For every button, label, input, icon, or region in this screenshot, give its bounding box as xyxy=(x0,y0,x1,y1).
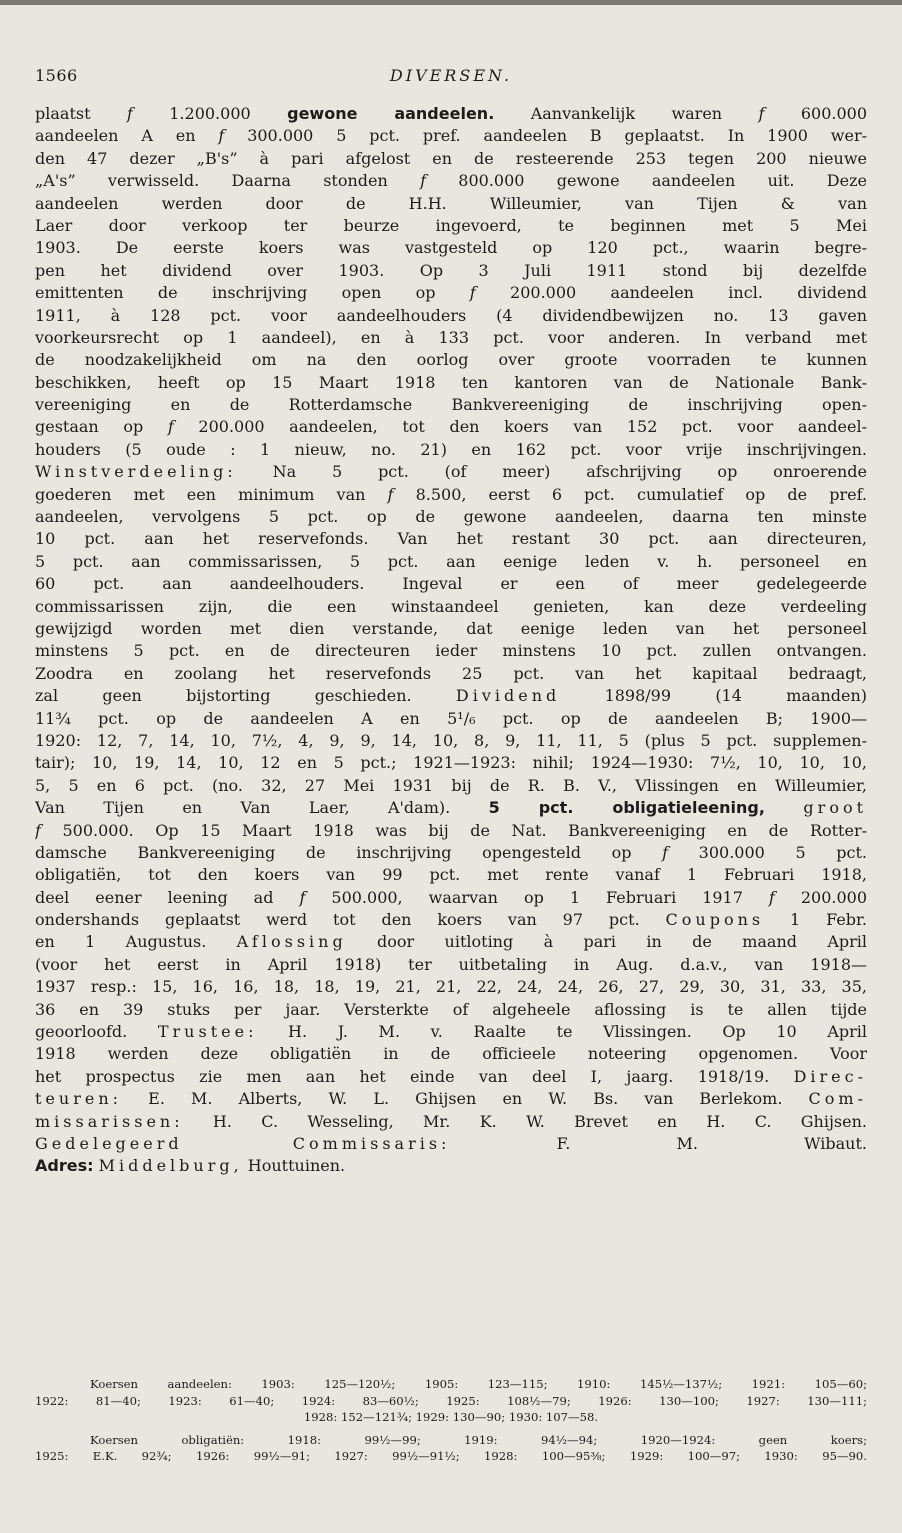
text-line xyxy=(35,170,867,192)
bold-heading-text: gewone aandeelen. xyxy=(287,104,495,123)
text-run: 1925: E.K. 92¾; 1926: 99½—91; 1927: 99½—91½; 1928: 100—95⅜; 1929: 100—97; 1930: 95—90. xyxy=(35,1449,867,1463)
text-line xyxy=(35,573,867,595)
text-run: Zoodra en zoolang het reservefonds 25 pct. van het kapitaal bedraagt, xyxy=(35,663,867,683)
text-line xyxy=(35,864,867,886)
text-run: gestaan op xyxy=(35,417,168,437)
spaced-heading-text: groot xyxy=(803,798,867,818)
text-run: aandeelen werden door de H.H. Willeumier, van Tijen & van xyxy=(35,193,867,213)
text-line xyxy=(35,305,867,327)
text-run: 500.000, waarvan op 1 Februari 1917 xyxy=(305,887,769,907)
text-line xyxy=(35,954,867,976)
text-line xyxy=(35,349,867,371)
price-footnotes xyxy=(35,1376,867,1465)
footnote-line xyxy=(35,1432,867,1449)
text-run: 1918 werden deze obligatiën in de officieele noteering opgenomen. Voor xyxy=(35,1044,867,1064)
bold-heading-text: Adres: xyxy=(35,1156,94,1176)
text-run xyxy=(765,798,803,817)
text-run: f xyxy=(35,820,41,840)
text-run: 1911, à 128 pct. voor aandeelhouders (4 dividendbewijzen no. 13 gaven xyxy=(35,305,867,325)
text-run: f xyxy=(758,104,765,123)
text-line xyxy=(35,103,867,125)
text-run: door uitloting à pari in de maand April xyxy=(346,932,867,952)
text-line xyxy=(35,484,867,506)
text-run: 1 Febr. xyxy=(764,910,867,930)
text-line xyxy=(35,260,867,282)
text-run: en 1 Augustus. xyxy=(35,932,237,952)
text-run: f xyxy=(662,842,669,862)
text-run: het prospectus zie men aan het einde van deel I, jaarg. 1918/19. xyxy=(35,1066,794,1086)
text-line xyxy=(35,1111,867,1133)
footnote-line xyxy=(35,1409,867,1426)
text-line xyxy=(35,372,867,394)
text-run: den 47 dezer „B's” à pari afgelost en de resteerende 253 tegen 200 nieuwe xyxy=(35,148,867,168)
text-run: 60 pct. aan aandeelhouders. Ingeval er een of meer gedelegeerde xyxy=(35,574,867,594)
text-run: f xyxy=(167,417,174,437)
text-line xyxy=(35,282,867,304)
text-line xyxy=(35,685,867,707)
text-line xyxy=(35,327,867,349)
text-run: commissarissen zijn, die een winstaandeel genieten, kan deze verdeeling xyxy=(35,596,867,616)
text-run: 1922: 81—40; 1923: 61—40; 1924: 83—60½; 1925: 108½—79; 1926: 130—100; 1927: 130—111; xyxy=(35,1393,867,1408)
text-run: F. M. Wibaut. xyxy=(450,1133,867,1153)
text-run: 800.000 gewone aandeelen uit. Deze xyxy=(426,171,867,191)
text-run: 600.000 xyxy=(764,104,867,123)
text-run: emittenten de inschrijving open op xyxy=(35,283,470,303)
running-title: DIVERSEN. xyxy=(389,66,513,85)
footnote-line xyxy=(35,1448,867,1465)
text-line xyxy=(35,215,867,237)
spaced-heading-text: Aflossing xyxy=(236,932,347,952)
text-line xyxy=(35,775,867,797)
text-run: 300.000 5 pct. xyxy=(668,842,867,862)
text-run: H. C. Wesseling, Mr. K. W. Brevet en H. C. Ghijsen. xyxy=(183,1111,867,1131)
text-line xyxy=(35,976,867,998)
text-run: f xyxy=(768,887,775,907)
text-run: (voor het eerst in April 1918) ter uitbetaling in Aug. d.a.v., van 1918— xyxy=(35,954,867,974)
text-line xyxy=(35,887,867,909)
text-line xyxy=(35,1133,867,1155)
text-run: 36 en 39 stuks per jaar. Versterkte of algeheele aflossing is te allen tijde xyxy=(35,999,867,1019)
text-line xyxy=(35,461,867,483)
text-run: goederen met een minimum van xyxy=(35,484,388,504)
text-run: obligatiën, tot den koers van 99 pct. met rente vanaf 1 Februari 1918, xyxy=(35,865,867,885)
text-line xyxy=(35,1066,867,1088)
text-line xyxy=(35,596,867,618)
text-run: aandeelen A en xyxy=(35,126,219,146)
text-run: 1898/99 (14 maanden) xyxy=(560,686,867,706)
scan-top-edge xyxy=(0,0,902,5)
text-line xyxy=(35,416,867,438)
spaced-heading-text: Middelburg, xyxy=(98,1156,243,1176)
text-line xyxy=(35,1021,867,1043)
bold-heading-text: 5 pct. obligatieleening, xyxy=(488,798,765,818)
spaced-heading-text: teuren: xyxy=(35,1089,123,1109)
text-run: plaatst xyxy=(35,104,127,123)
text-run: 1920: 12, 7, 14, 10, 7½, 4, 9, 9, 14, 10, 8, 9, 11, 11, 5 (plus 5 pct. supplemen- xyxy=(35,730,867,750)
text-line xyxy=(35,663,867,685)
text-run: 11¾ pct. op de aandeelen A en 5¹/₆ pct. op de aandeelen B; 1900— xyxy=(35,708,867,728)
text-run: Na 5 pct. (of meer) afschrijving op onroerende xyxy=(236,462,867,482)
text-line xyxy=(35,148,867,170)
spaced-heading-text: Gedelegeerd Commissaris: xyxy=(35,1133,451,1153)
text-line xyxy=(35,820,867,842)
text-run: 200.000 aandeelen incl. dividend xyxy=(475,283,867,303)
text-run: damsche Bankvereeniging de inschrijving opengesteld op xyxy=(35,842,663,862)
text-run: 500.000. Op 15 Maart 1918 was bij de Nat. Bankvereeniging en de Rotter- xyxy=(40,820,867,840)
text-run: f xyxy=(126,104,133,123)
text-line xyxy=(35,237,867,259)
text-line xyxy=(35,752,867,774)
text-line xyxy=(35,708,867,730)
text-run: deel eener leening ad xyxy=(35,887,300,907)
spaced-heading-text: Com- xyxy=(808,1089,867,1109)
spaced-heading-text: Direc- xyxy=(793,1066,867,1086)
text-run: Van Tijen en Van Laer, A'dam). xyxy=(35,798,489,818)
text-line xyxy=(35,730,867,752)
text-line xyxy=(35,551,867,573)
text-run: ondershands geplaatst werd tot den koers van 97 pct. xyxy=(35,910,666,930)
text-run: f xyxy=(469,283,476,303)
text-run: 200.000 xyxy=(774,887,867,907)
page-header xyxy=(35,66,867,90)
text-line xyxy=(35,618,867,640)
spaced-heading-text: Dividend xyxy=(455,686,561,706)
text-run: aandeelen, vervolgens 5 pct. op de gewone aandeelen, daarna ten minste xyxy=(35,507,867,527)
text-run: 200.000 aandeelen, tot den koers van 152 pct. voor aandeel- xyxy=(173,417,867,437)
text-line xyxy=(35,999,867,1021)
text-run: Koersen obligatiën: 1918: 99½—99; 1919: 94½—94; 1920—1924: geen koers; xyxy=(90,1432,867,1447)
text-run: f xyxy=(299,887,306,907)
text-run: zal geen bijstorting geschieden. xyxy=(35,686,456,706)
footnote-line xyxy=(35,1393,867,1410)
text-run: Laer door verkoop ter beurze ingevoerd, te beginnen met 5 Mei xyxy=(35,215,867,235)
text-line xyxy=(35,640,867,662)
text-run: 8.500, eerst 6 pct. cumulatief op de pref. xyxy=(393,484,867,504)
text-line xyxy=(35,909,867,931)
spaced-heading-text: Coupons xyxy=(665,910,765,930)
text-run: f xyxy=(420,171,426,191)
text-run: vereeniging en de Rotterdamsche Bankvereeniging de inschrijving open- xyxy=(35,395,867,415)
text-run: f xyxy=(387,484,394,504)
text-line xyxy=(35,125,867,147)
text-run: Koersen aandeelen: 1903: 125—120½; 1905: 123—115; 1910: 145½—137½; 1921: 105—60; xyxy=(90,1377,867,1391)
text-run: 1.200.000 xyxy=(132,104,288,123)
text-run: Houttuinen. xyxy=(242,1156,346,1176)
text-line xyxy=(35,1155,867,1177)
text-line xyxy=(35,1088,867,1110)
text-run: de noodzakelijkheid om na den oorlog over groote voorraden te kunnen xyxy=(35,350,867,370)
text-run: E. M. Alberts, W. L. Ghijsen en W. Bs. van Berlekom. xyxy=(122,1089,809,1109)
text-line xyxy=(35,1043,867,1065)
spaced-heading-text: Trustee: xyxy=(157,1022,258,1042)
text-line xyxy=(35,506,867,528)
spaced-heading-text: Winstverdeeling: xyxy=(35,462,237,482)
text-line xyxy=(35,439,867,461)
text-run: 1903. De eerste koers was vastgesteld op 120 pct., waarin begre- xyxy=(35,238,867,258)
text-run: minstens 5 pct. en de directeuren ieder minstens 10 pct. zullen ontvangen. xyxy=(35,641,867,661)
article-body xyxy=(35,103,867,1178)
text-line xyxy=(35,931,867,953)
text-run: beschikken, heeft op 15 Maart 1918 ten kantoren van de Nationale Bank- xyxy=(35,372,867,392)
text-line xyxy=(35,528,867,550)
text-run: 5 pct. aan commissarissen, 5 pct. aan eenige leden v. h. personeel en xyxy=(35,551,867,571)
text-run: 1937 resp.: 15, 16, 16, 18, 18, 19, 21, 21, 22, 24, 24, 26, 27, 29, 30, 31, 33, 35, xyxy=(35,977,867,997)
text-run: tair); 10, 19, 14, 10, 12 en 5 pct.; 1921—1923: nihil; 1924—1930: 7½, 10, 10, 10, xyxy=(35,753,867,773)
text-run: houders (5 oude : 1 nieuw, no. 21) en 162 pct. voor vrije inschrijvingen. xyxy=(35,439,867,459)
text-run: 5, 5 en 6 pct. (no. 32, 27 Mei 1931 bij de R. B. V., Vlissingen en Willeumier, xyxy=(35,775,867,795)
text-run: geoorloofd. xyxy=(35,1022,158,1042)
text-line xyxy=(35,842,867,864)
text-run: 1928: 152—121¾; 1929: 130—90; 1930: 107—58. xyxy=(303,1410,599,1424)
text-run: „A's” verwisseld. Daarna stonden xyxy=(35,171,421,191)
text-run: voorkeursrecht op 1 aandeel), en à 133 pct. voor anderen. In verband met xyxy=(35,327,867,347)
page-number: 1566 xyxy=(35,66,78,85)
text-run: 300.000 5 pct. pref. aandeelen B geplaatst. In 1900 wer- xyxy=(224,126,867,146)
text-run: 10 pct. aan het reservefonds. Van het restant 30 pct. aan directeuren, xyxy=(35,529,867,549)
text-line xyxy=(35,193,867,215)
text-run: gewijzigd worden met dien verstande, dat eenige leden van het personeel xyxy=(35,618,867,638)
text-run: Aanvankelijk waren xyxy=(494,104,759,123)
text-run: H. J. M. v. Raalte te Vlissingen. Op 10 April xyxy=(257,1022,867,1042)
spaced-heading-text: missarissen: xyxy=(35,1111,184,1131)
text-line xyxy=(35,797,867,819)
footnote-line xyxy=(35,1376,867,1393)
text-line xyxy=(35,394,867,416)
text-run: f xyxy=(218,126,225,146)
text-run: pen het dividend over 1903. Op 3 Juli 1911 stond bij dezelfde xyxy=(35,260,867,280)
